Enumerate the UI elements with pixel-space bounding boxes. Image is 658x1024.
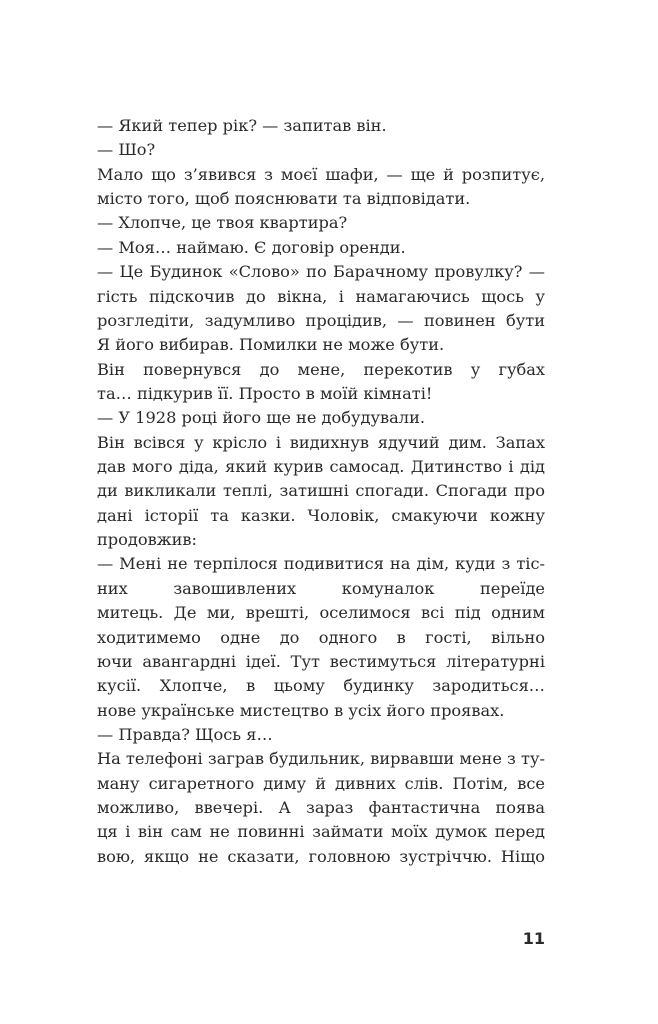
- text-line: продовжив:: [97, 530, 197, 550]
- text-line: — Який тепер рік? — запитав він.: [97, 116, 387, 135]
- text-line: — У 1928 році його ще не добудували.: [97, 408, 426, 428]
- text-line: ця і він сам не повинні займати моїх думок перед: [97, 822, 545, 842]
- text-line: ючи авангардні ідеї. Тут вестимуться літературні: [97, 651, 545, 671]
- text-line: гість підскочив до вікна, і намагаючись щось у: [97, 286, 545, 306]
- text-line: — Це Будинок «Слово» по Барачному провулку? —: [97, 262, 545, 282]
- text-line: митець. Де ми, врешті, оселимося всі під одним: [97, 603, 545, 623]
- text-line: дані історії та казки. Чоловік, смакуючи кожну: [97, 505, 545, 525]
- text-line: нове українське мистецтво в усіх його проявах.: [97, 700, 505, 720]
- text-line: ди викликали теплі, затишні спогади. Спогади про: [97, 481, 545, 501]
- page-number: 11: [522, 929, 545, 948]
- text-line: — Моя… наймаю. Є договір оренди.: [97, 237, 406, 257]
- text-line: Я його вибирав. Помилки не може бути.: [97, 335, 445, 355]
- text-line: Він всівся у крісло і видихнув ядучий дим. Запах: [97, 432, 545, 452]
- text-line: ману сигаретного диму й дивних слів. Потім, все: [97, 773, 545, 793]
- text-line: дав мого діда, який курив самосад. Дитинство і дід: [97, 457, 545, 477]
- text-line: можливо, ввечері. А зараз фантастична поява: [97, 798, 545, 818]
- text-line: розгледіти, задумливо процідив, — повинен бути: [97, 310, 545, 330]
- text-line: — Хлопче, це твоя квартира?: [97, 213, 348, 233]
- text-line: вою, якщо не сказати, головною зустріччю. Ніщо: [97, 846, 545, 866]
- text-line: Мало що з’явився з моєї шафи, — ще й розпитує,: [97, 164, 545, 184]
- body-text: [97, 114, 545, 869]
- text-line: ходитимемо одне до одного в гості, вільно: [97, 627, 545, 647]
- text-line: — Правда? Щось я…: [97, 724, 273, 744]
- text-line: — Шо?: [97, 140, 156, 160]
- text-line: місто того, щоб пояснювати та відповідати.: [97, 189, 471, 209]
- text-line: кусії. Хлопче, в цьому будинку зародиться…: [97, 676, 545, 696]
- text-line: — Мені не терпілося подивитися на дім, куди з тіс-: [97, 554, 545, 574]
- text-line: та… підкурив її. Просто в моїй кімнаті!: [97, 383, 433, 403]
- text-line: На телефоні заграв будильник, вирвавши мене з ту-: [97, 749, 545, 769]
- text-line: них завошивлених комуналок переїде: [97, 578, 545, 598]
- text-line: Він повернувся до мене, перекотив у губах: [97, 359, 545, 379]
